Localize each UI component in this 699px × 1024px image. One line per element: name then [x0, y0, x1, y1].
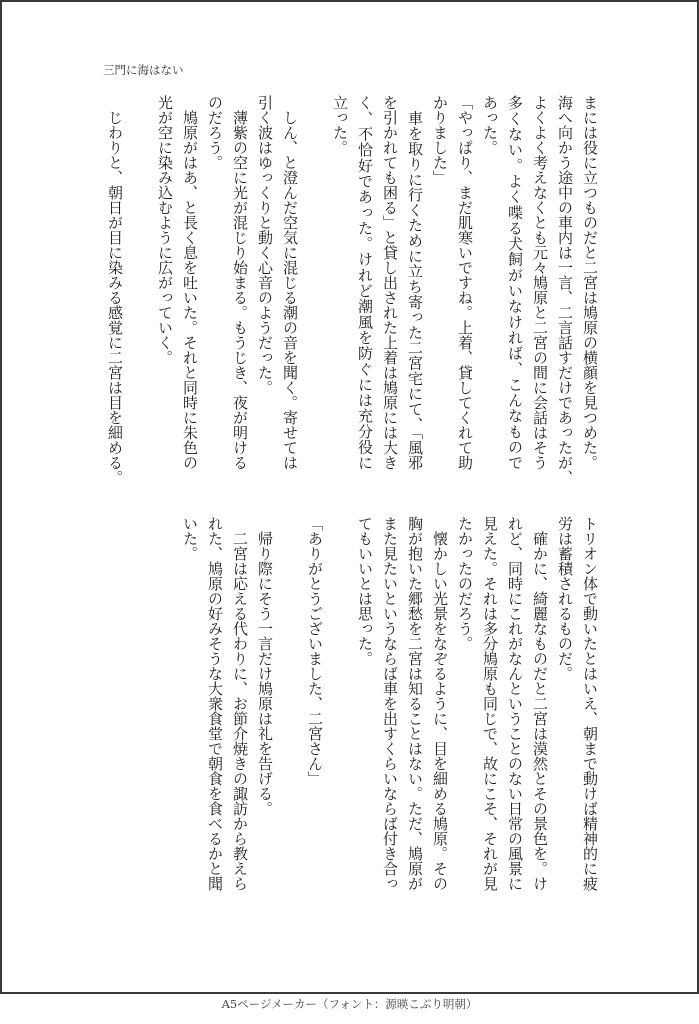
text-column: 薄紫の空に光が混じり始まる。もうじき、夜が明ける	[231, 95, 249, 470]
upper-tier	[102, 95, 602, 485]
blank-column	[127, 516, 152, 891]
text-column: 引く波はゆっくりと動く心音のようだった。	[256, 95, 274, 395]
text-column: てもいいとは思った。	[356, 516, 374, 666]
text-column: しん、と澄んだ空気に混じる潮の音を聞く。寄せては	[281, 95, 299, 470]
text-column: 立った。	[331, 95, 349, 155]
text-column: かりました」	[431, 95, 449, 185]
text-column: れた、鳩原の好みそうな大衆食堂で朝食を食べるかと聞	[206, 516, 224, 891]
blank-column	[152, 516, 177, 891]
text-column: たかったのだろう。	[456, 516, 474, 651]
blank-column	[102, 516, 127, 891]
text-column: 光が空に染み込むように広がっていく。	[156, 95, 174, 365]
text-column: 懐かしい光景をなぞるように、目を細める鳩原。その	[431, 516, 449, 891]
running-title: 三門に海はない	[103, 63, 184, 77]
text-column: いた。	[181, 516, 199, 561]
text-column: まには役に立つものだと二宮は鳩原の横顔を見つめた。	[581, 95, 599, 470]
text-column: 確かに、綺麗なものだと二宮は漠然とその景色を。け	[531, 516, 549, 891]
blank-column	[127, 95, 152, 470]
text-column: 労は蓄積されるものだ。	[556, 516, 574, 681]
text-column: 海へ向かう途中の車内は一言、二言話すだけであったが、	[556, 95, 574, 485]
text-column: よくよく考えなくとも元々鳩原と二宮の間に会話はそう	[531, 95, 549, 470]
text-column: れど、同時にこれがなんということのない日常の風景に	[506, 516, 524, 891]
text-column: 見えた。それは多分鳩原も同じで、故にこそ、それが見	[481, 516, 499, 891]
lower-tier	[102, 516, 602, 891]
text-column: また見たいというならば車を出すくらいならば付き合っ	[381, 516, 399, 891]
blank-column	[277, 516, 302, 891]
blank-column	[302, 95, 327, 470]
footer-credit: A5ページメーカー（フォント：源暎こぶり明朝）	[221, 997, 478, 1011]
text-column: 鳩原がはあ、と長く息を吐いた。それと同時に朱色の	[181, 95, 199, 470]
text-column: く、不恰好であった。けれど潮風を防ぐには充分役に	[356, 95, 374, 470]
text-column: 「やっぱり、まだ肌寒いですね。上着、貸してくれて助	[456, 95, 474, 470]
text-column: じわりと、朝日が目に染みる感覚に二宮は目を細める。	[106, 95, 124, 485]
text-column: を引かれても困る」と貸し出された上着は鳩原には大き	[381, 95, 399, 470]
text-column: 多くない。よく喋る犬飼がいなければ、こんなもので	[506, 95, 524, 470]
text-column: 胸が抱いた郷愁を二宮は知ることはない。ただ、鳩原が	[406, 516, 424, 891]
text-column: 車を取りに行くために立ち寄った二宮宅にて、「風邪	[406, 95, 424, 470]
blank-column	[327, 516, 352, 891]
text-column: のだろう。	[206, 95, 224, 170]
text-column: 帰り際にそう一言だけ鳩原は礼を告げる。	[256, 516, 274, 816]
text-column: トリオン体で動いたとはいえ、朝まで動けば精神的に疲	[581, 516, 599, 891]
text-column: あった。	[481, 95, 499, 155]
dialogue-column: 「ありがとうございました、二宮さん」	[306, 516, 324, 786]
text-column: 二宮は応える代わりに、お節介焼きの諏訪から教えら	[231, 516, 249, 891]
